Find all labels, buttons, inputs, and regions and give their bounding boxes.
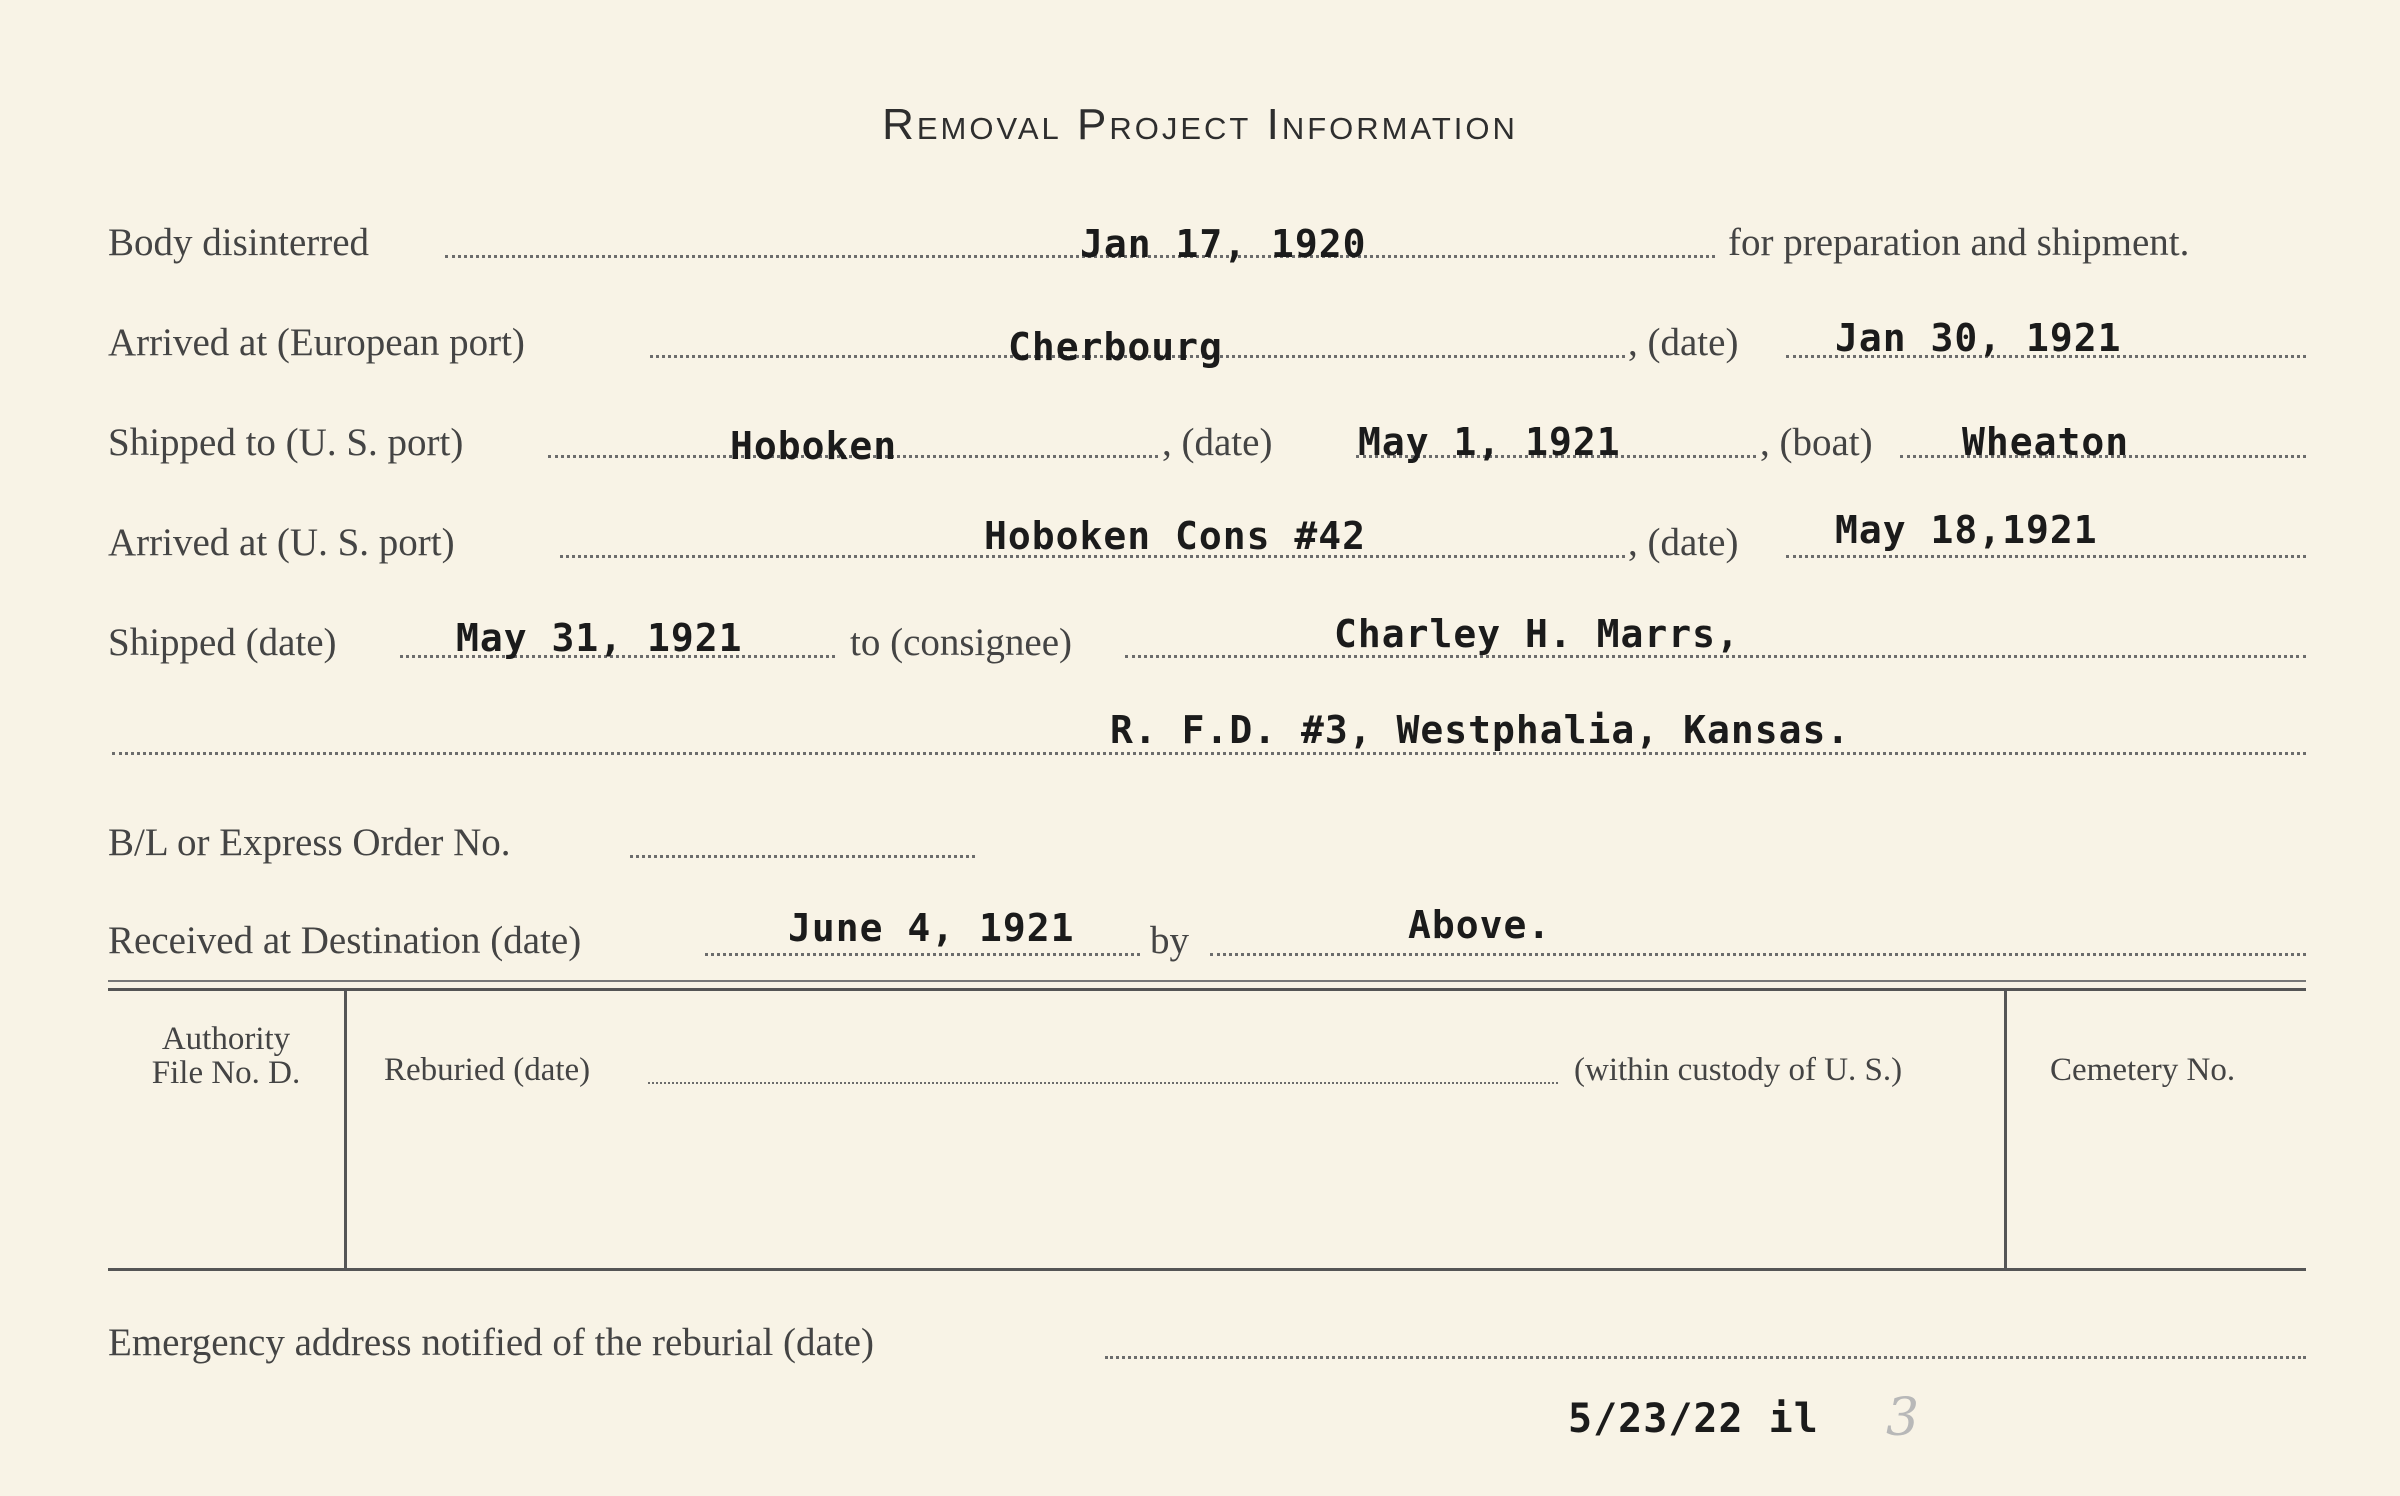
authority-file-cell bbox=[112, 1022, 340, 1090]
body-disinterred-label: Body disinterred bbox=[108, 221, 370, 264]
us-port-shipped-value: Hoboken bbox=[730, 424, 898, 468]
table-bottom-border bbox=[108, 1268, 2306, 1271]
received-destination-label: Received at Destination (date) bbox=[108, 919, 582, 962]
emergency-line bbox=[1105, 1356, 2306, 1359]
european-date-value: Jan 30, 1921 bbox=[1835, 316, 2122, 360]
us-port-arrived-label: Arrived at (U. S. port) bbox=[108, 521, 455, 564]
authority-label: Authority bbox=[161, 1021, 291, 1057]
consignee-value: Charley H. Marrs, bbox=[1334, 612, 1740, 656]
pencil-mark: 3 bbox=[1886, 1388, 1920, 1448]
us-arrived-date-line bbox=[1786, 555, 2306, 558]
received-date-value: June 4, 1921 bbox=[788, 906, 1075, 950]
received-by-line bbox=[1210, 953, 2306, 956]
european-port-label: Arrived at (European port) bbox=[108, 321, 525, 364]
shipped-date-label: Shipped (date) bbox=[108, 621, 337, 664]
boat-value: Wheaton bbox=[1962, 420, 2130, 464]
address-line bbox=[112, 752, 2306, 755]
custody-label: (within custody of U. S.) bbox=[1574, 1052, 1903, 1088]
us-shipped-date-value: May 1, 1921 bbox=[1358, 420, 1621, 464]
cemetery-label: Cemetery No. bbox=[2050, 1052, 2236, 1088]
european-port-value: Cherbourg bbox=[1008, 325, 1223, 369]
bl-order-line bbox=[630, 855, 975, 858]
us-port-shipped-label: Shipped to (U. S. port) bbox=[108, 421, 464, 464]
preparation-suffix: for preparation and shipment. bbox=[1728, 221, 2190, 264]
us-shipped-date-label: , (date) bbox=[1162, 421, 1273, 464]
reburied-line bbox=[648, 1082, 1558, 1084]
table-divider-left bbox=[344, 990, 347, 1270]
emergency-label: Emergency address notified of the reburial (date) bbox=[108, 1321, 874, 1364]
card-title: Removal Project Information bbox=[882, 100, 1518, 149]
footer-stamp: 5/23/22 il bbox=[1568, 1396, 1819, 1442]
us-arrived-date-value: May 18,1921 bbox=[1835, 508, 2098, 552]
us-arrived-date-label: , (date) bbox=[1628, 521, 1739, 564]
shipped-date-value: May 31, 1921 bbox=[456, 616, 743, 660]
body-disinterred-value: Jan 17, 1920 bbox=[1080, 222, 1367, 266]
bl-order-label: B/L or Express Order No. bbox=[108, 821, 511, 864]
file-no-label: File No. D. bbox=[151, 1055, 301, 1091]
us-port-arrived-value: Hoboken Cons #42 bbox=[984, 514, 1367, 558]
consignee-label: to (consignee) bbox=[850, 621, 1073, 664]
received-date-line bbox=[705, 953, 1140, 956]
table-divider-right bbox=[2004, 990, 2007, 1270]
table-top-border bbox=[108, 988, 2306, 991]
received-by-label: by bbox=[1150, 919, 1189, 962]
consignee-address-value: R. F.D. #3, Westphalia, Kansas. bbox=[1110, 708, 1851, 752]
reburied-label: Reburied (date) bbox=[384, 1052, 591, 1088]
european-date-label: , (date) bbox=[1628, 321, 1739, 364]
boat-label: , (boat) bbox=[1760, 421, 1873, 464]
table-top-rule bbox=[108, 980, 2306, 982]
received-by-value: Above. bbox=[1408, 903, 1552, 947]
